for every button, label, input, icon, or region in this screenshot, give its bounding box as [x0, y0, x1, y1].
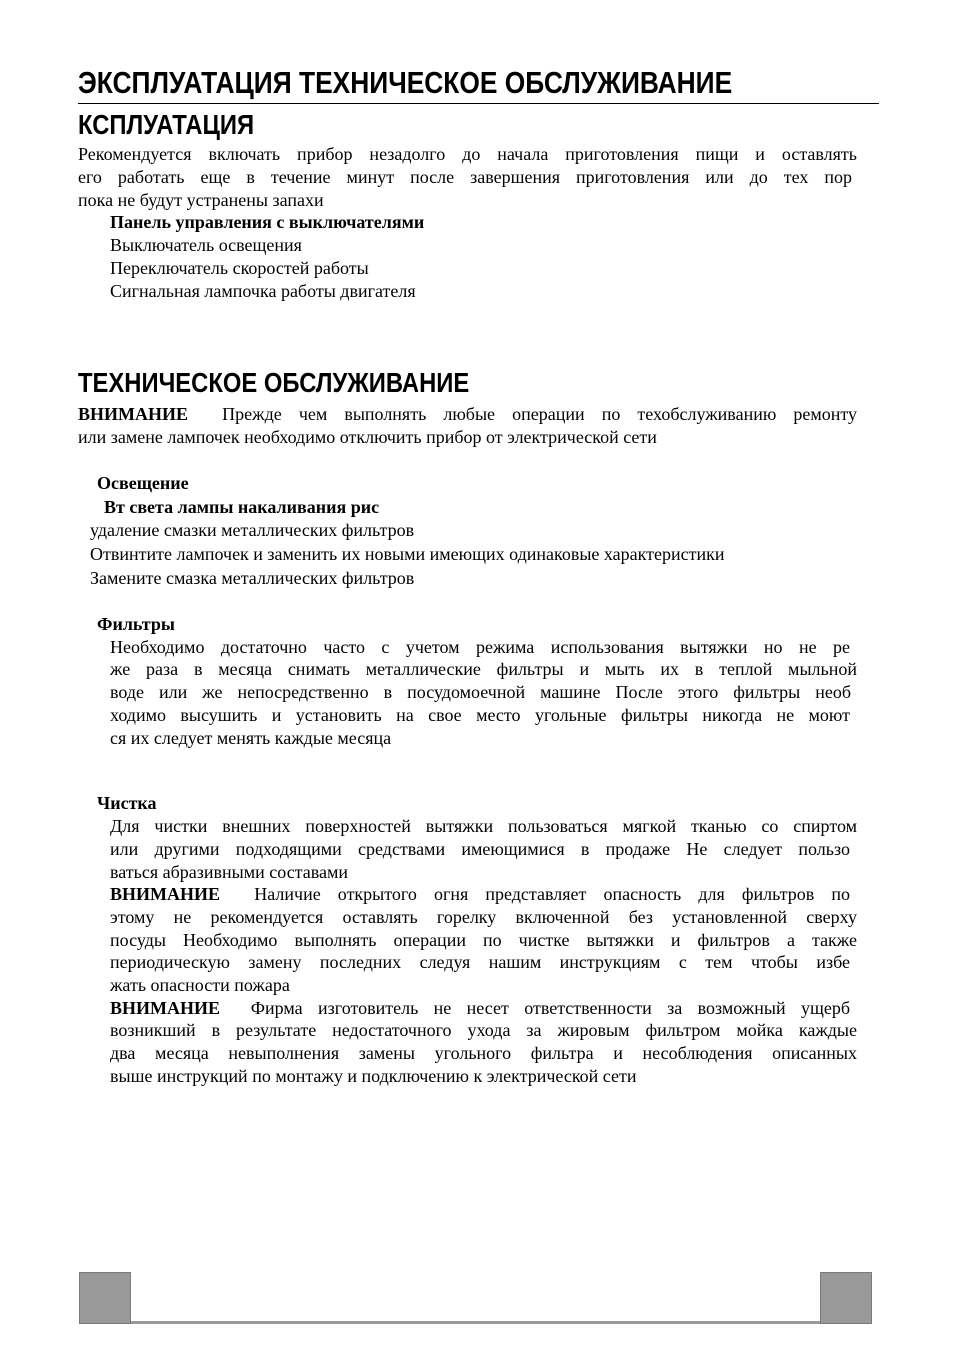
- control-panel-item: Выключатель освещения: [110, 235, 302, 255]
- page-title: ЭКСПЛУАТАЦИЯ ТЕХНИЧЕСКОЕ ОБСЛУЖИВАНИЕ: [78, 65, 733, 100]
- control-panel-title: Панель управления с выключателями: [110, 212, 425, 232]
- maintenance-heading: ТЕХНИЧЕСКОЕ ОБСЛУЖИВАНИЕ: [78, 367, 470, 398]
- cleaning-warning1-line: [110, 883, 850, 906]
- cleaning-line: или другими подходящими средствами имеющимися в продаже Не следует пользо: [110, 839, 850, 859]
- operation-paragraph-line: пока не будут устранены запахи: [78, 190, 324, 210]
- control-panel-item: Сигнальная лампочка работы двигателя: [110, 281, 416, 301]
- cleaning-warning1-line: периодическую замену последних следуя нашим инструкциям с тем чтобы избе: [110, 952, 850, 972]
- lighting-line: Отвинтите лампочек и заменить их новыми имеющих одинаковые характеристики: [90, 544, 725, 564]
- cleaning-warning2-line: выше инструкций по монтажу и подключению к электрической сети: [110, 1066, 637, 1086]
- warning-label: ВНИМАНИЕ: [110, 884, 221, 904]
- operation-heading: КСПЛУАТАЦИЯ: [78, 109, 255, 140]
- cleaning-line: ваться абразивными составами: [110, 862, 349, 882]
- warning-label: ВНИМАНИЕ: [78, 404, 189, 424]
- lighting-title: Освещение: [97, 473, 189, 493]
- warning-label: ВНИМАНИЕ: [110, 998, 221, 1018]
- cleaning-warning2-line: [110, 997, 850, 1020]
- warning-text: Фирма изготовитель не несет ответственности за возможный ущерб: [250, 998, 850, 1018]
- filters-line: ходимо высушить и установить на свое место угольные фильтры никогда не моют: [110, 705, 850, 725]
- filters-line: воде или же непосредственно в посудомоечной машине После этого фильтры необ: [110, 682, 851, 702]
- cleaning-warning2-line: возникший в результате недостаточного ухода за жировым фильтром мойка каждые: [110, 1020, 857, 1040]
- control-panel-item: Переключатель скоростей работы: [110, 258, 369, 278]
- footer-right-tab: [820, 1272, 872, 1324]
- filters-line: Необходимо достаточно часто с учетом режима использования вытяжки но не ре: [110, 637, 850, 657]
- operation-paragraph-line: Рекомендуется включать прибор незадолго до начала приготовления пищи и оставлять: [78, 144, 857, 164]
- warning-text: Прежде чем выполнять любые операции по техобслуживанию ремонту: [222, 404, 857, 424]
- cleaning-warning1-line: этому не рекомендуется оставлять горелку включенной без установленной сверху: [110, 907, 857, 927]
- cleaning-warning1-line: жать опасности пожара: [110, 975, 290, 995]
- filters-title: Фильтры: [97, 614, 175, 634]
- lighting-line: удаление смазки металлических фильтров: [90, 520, 415, 540]
- cleaning-title: Чистка: [97, 793, 157, 813]
- cleaning-warning2-line: два месяца невыполнения замены угольного фильтра и несоблюдения описанных: [110, 1043, 857, 1063]
- lighting-subtitle: Вт света лампы накаливания рис: [104, 497, 380, 517]
- operation-paragraph-line: его работать еще в течение минут после завершения приготовления или до тех пор: [78, 167, 852, 187]
- warning-text: Наличие открытого огня представляет опасность для фильтров по: [254, 884, 850, 904]
- cleaning-line: Для чистки внешних поверхностей вытяжки пользоваться мягкой тканью со спиртом: [110, 816, 857, 836]
- filters-line: ся их следует менять каждые месяца: [110, 728, 392, 748]
- filters-line: же раза в месяца снимать металлические фильтры и мыть их в теплой мыльной: [110, 659, 857, 679]
- cleaning-warning1-line: посуды Необходимо выполнять операции по чистке вытяжки и фильтров а также: [110, 930, 857, 950]
- maintenance-warning-line: или замене лампочек необходимо отключить прибор от электрической сети: [78, 427, 657, 447]
- maintenance-warning-line: [78, 403, 857, 426]
- header-divider: [78, 103, 879, 104]
- footer-left-tab: [79, 1272, 131, 1324]
- footer-bar: [131, 1321, 820, 1324]
- lighting-line: Замените смазка металлических фильтров: [90, 568, 415, 588]
